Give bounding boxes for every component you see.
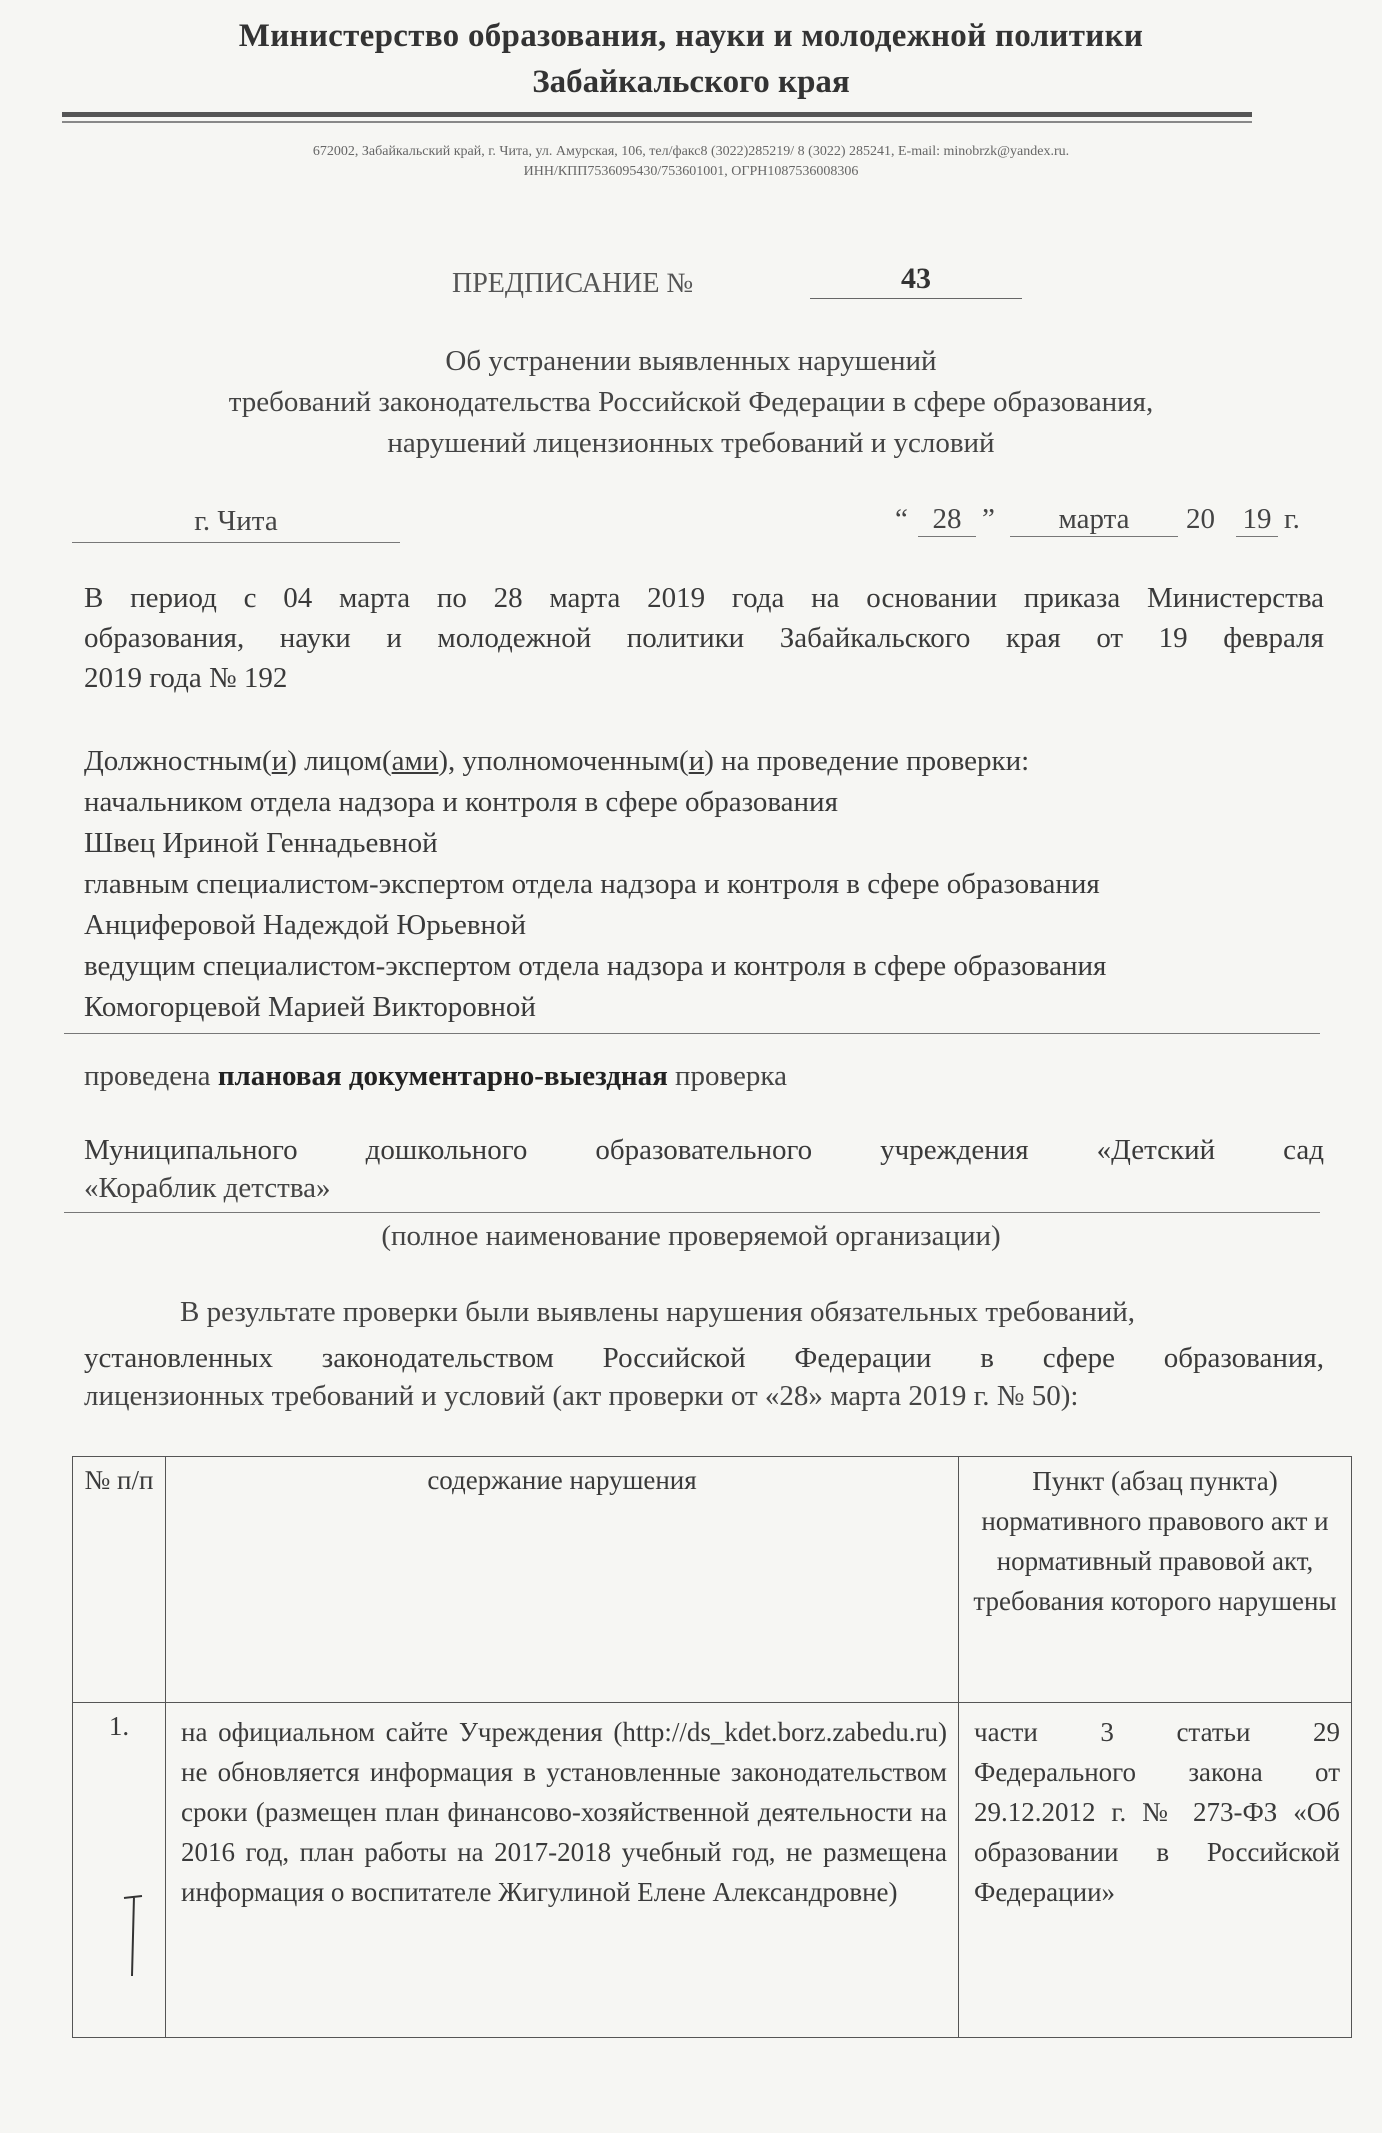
- inspection-type: проведена плановая документарно-выездная проверка: [84, 1060, 787, 1092]
- period-line2: образования, науки и молодежной политики Забайкальского края от 19 февраля: [84, 622, 1324, 654]
- header-rule-thin: [62, 121, 1252, 123]
- inspector-2-position: главным специалистом-экспертом отдела надзора и контроля в сфере образования: [84, 868, 1100, 900]
- header-content: содержание нарушения: [166, 1457, 959, 1703]
- organization-line2: «Кораблик детства»: [84, 1172, 331, 1204]
- inspector-3-position: ведущим специалистом-экспертом отдела надзора и контроля в сфере образования: [84, 950, 1107, 982]
- pen-mark-icon: [120, 1892, 150, 1982]
- ministry-address: 672002, Забайкальский край, г. Чита, ул. Амурская, 106, тел/факс8 (3022)285219/ 8 (3022) 285241, E-mail: minobrzk@yandex.ru.: [312, 144, 1070, 159]
- ministry-region: Забайкальского края: [532, 64, 850, 100]
- row-reference: части 3 статьи 29 Федерального закона от 29.12.2012 г. № 273-ФЗ «Об образовании в Российской Федерации»: [959, 1703, 1352, 2038]
- date-year-suffix: 19: [1236, 503, 1278, 537]
- result-line2: установленных законодательством Российской Федерации в сфере образования,: [84, 1342, 1324, 1374]
- date-year-abbr: г.: [1284, 503, 1300, 535]
- row-content: на официальном сайте Учреждения (http://ds_kdet.borz.zabedu.ru) не обновляется информация в установленные законодательством сроки (размещен план финансово-хозяйственной деятельности на 2016 год, план работы на 2017-2018 учебный год, не размещена информация о воспитателе Жигулиной Елене Александровне): [166, 1703, 959, 2038]
- period-line1: В период с 04 марта по 28 марта 2019 года на основании приказа Министерства: [84, 582, 1324, 614]
- result-line1: В результате проверки были выявлены нарушения обязательных требований,: [180, 1296, 1136, 1328]
- organization-rule: [64, 1212, 1320, 1213]
- date-close-quote: ”: [982, 503, 995, 535]
- header-reference: Пункт (абзац пункта) нормативного правового акт и нормативный правовой акт, требования которого нарушены: [959, 1457, 1352, 1703]
- row-num: 1.: [73, 1703, 166, 2038]
- order-number: 43: [810, 262, 1022, 299]
- date-year-prefix: 20: [1186, 503, 1215, 535]
- inspector-1-name: Швец Ириной Геннадьевной: [84, 827, 438, 859]
- inspector-3-name: Комогорцевой Марией Викторовной: [84, 991, 536, 1023]
- organization-line1: Муниципального дошкольного образовательного учреждения «Детский сад: [84, 1134, 1324, 1166]
- table-row: [73, 1703, 1352, 2038]
- violations-table: [72, 1456, 1352, 2038]
- period-line3: 2019 года № 192: [84, 662, 288, 694]
- date-month: марта: [1010, 503, 1178, 537]
- order-label: ПРЕДПИСАНИЕ №: [452, 268, 694, 299]
- table-header-row: [73, 1457, 1352, 1703]
- organization-caption: (полное наименование проверяемой организации): [381, 1220, 1001, 1252]
- ministry-name: Министерство образования, науки и молодежной политики: [238, 18, 1144, 54]
- order-subject-line3: нарушений лицензионных требований и условий: [387, 427, 995, 459]
- ministry-ids: ИНН/КПП7536095430/753601001, ОГРН1087536008306: [523, 164, 859, 179]
- order-subject-line2: требований законодательства Российской Федерации в сфере образования,: [228, 386, 1154, 418]
- inspector-1-position: начальником отдела надзора и контроля в сфере образования: [84, 786, 838, 818]
- order-subject-line1: Об устранении выявленных нарушений: [445, 345, 937, 377]
- date-open-quote: “: [895, 503, 908, 535]
- result-line3: лицензионных требований и условий (акт проверки от «28» марта 2019 г. № 50):: [84, 1380, 1079, 1412]
- inspectors-intro: Должностным(и) лицом(ами), уполномоченным(и) на проведение проверки:: [84, 745, 1030, 777]
- date-day: 28: [918, 503, 976, 537]
- header-num: № п/п: [73, 1457, 166, 1703]
- header-rule-thick: [62, 112, 1252, 117]
- inspectors-rule: [64, 1033, 1320, 1034]
- inspector-2-name: Анциферовой Надеждой Юрьевной: [84, 909, 527, 941]
- city: г. Чита: [72, 505, 400, 543]
